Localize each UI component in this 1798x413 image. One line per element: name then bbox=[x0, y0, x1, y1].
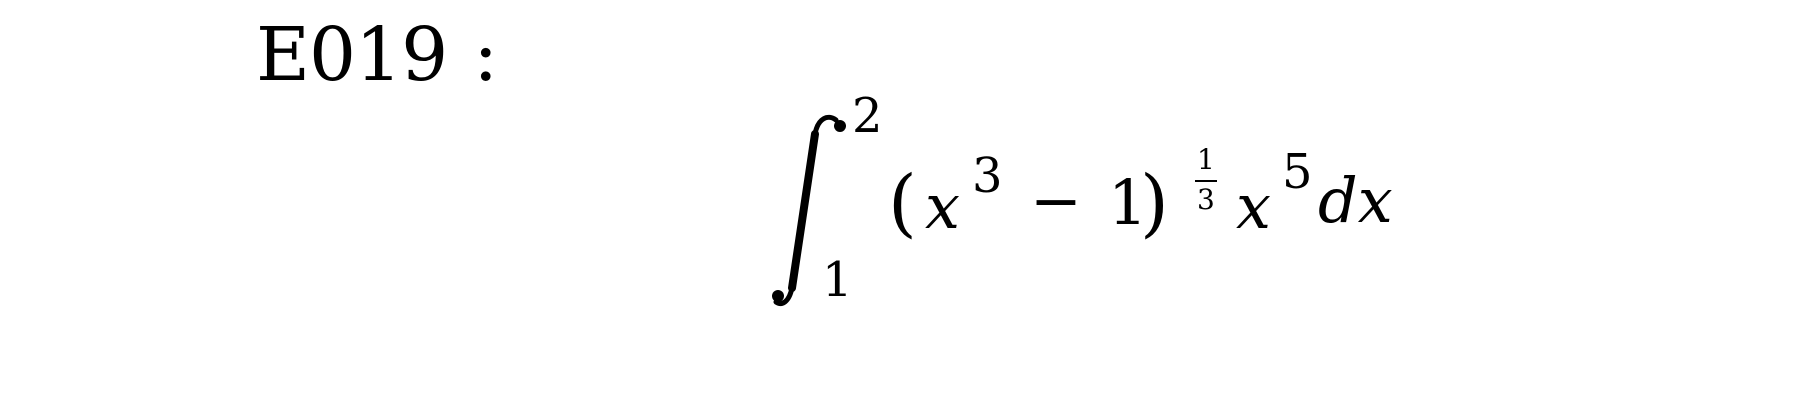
base-variable: x bbox=[925, 170, 960, 243]
problem-id: E019 bbox=[256, 12, 448, 98]
differential: dx bbox=[1318, 164, 1393, 237]
outer-exponent-denominator: 3 bbox=[1197, 183, 1215, 216]
factor-variable: x bbox=[1236, 170, 1271, 243]
factor-exponent: 5 bbox=[1282, 144, 1313, 200]
constant-term: 1 bbox=[1108, 166, 1148, 239]
integral-upper-limit: 2 bbox=[852, 88, 883, 144]
close-paren: ) bbox=[1140, 160, 1169, 246]
base-exponent: 3 bbox=[972, 148, 1003, 204]
outer-exponent-numerator: 1 bbox=[1197, 143, 1215, 176]
open-paren: ( bbox=[888, 160, 917, 246]
problem-separator: : bbox=[473, 12, 498, 98]
minus-sign: − bbox=[1030, 164, 1082, 237]
integral-lower-limit: 1 bbox=[822, 252, 853, 308]
outer-exponent-fraction-bar bbox=[1195, 180, 1217, 182]
